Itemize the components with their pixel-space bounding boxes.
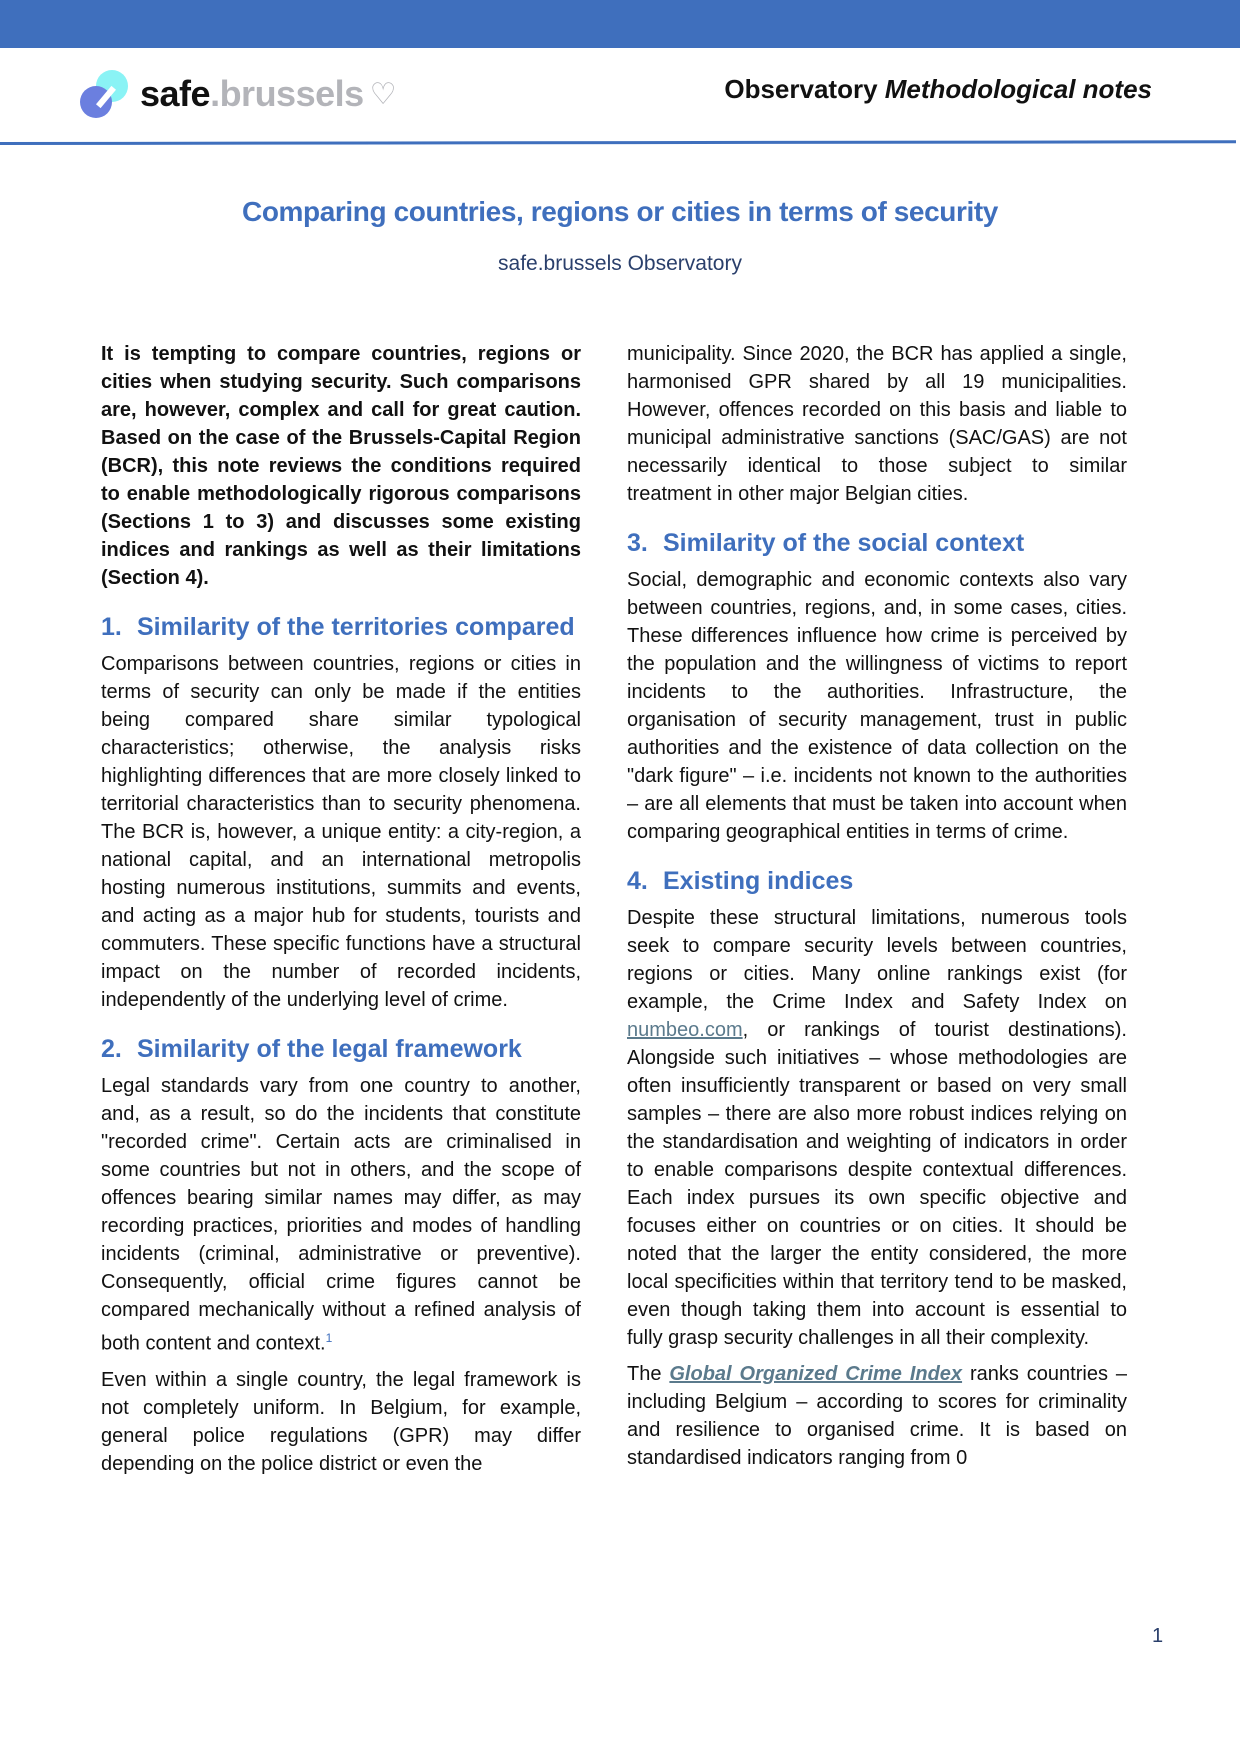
page-number: 1 [1152,1625,1164,1647]
right-column [627,340,1127,1480]
section-heading-4: 4. Existing indices [627,867,854,895]
left-column [101,340,581,1486]
header-divider [0,140,1236,145]
section-1-paragraph: Comparisons between countries, regions or cities in terms of security can only be made if the entities being compared share similar typological characteristics; otherwise, the analysis risks highlighting differences that are more closely linked to territorial characteristics than to security phenomena. The BCR is, however, a unique entity: a city-region, a national capital, and an international metropolis hosting numerous institutions, summits and events, and acting as a major hub for students, tourists and commuters. These specific functions have a structural impact on the number of recorded incidents, independently of the underlying level of crime. [101,653,581,1011]
lead-paragraph: It is tempting to compare countries, regions or cities when studying security. Such comparisons are, however, complex and call for great caution. Based on the case of the Brussels-Capital Region (BCR), this note reviews the conditions required to enable methodologically rigorous comparisons (Sections 1 to 3) and discusses some existing indices and rankings as well as their limitations (Section 4). [101,343,581,589]
footnote-ref[interactable]: 1 [325,1331,333,1345]
numbeo-link[interactable]: numbeo.com [627,1019,743,1041]
section-2-paragraph-3: municipality. Since 2020, the BCR has applied a single, harmonised GPR shared by all 19 municipalities. However, offences recorded on this basis and liable to municipal administrative sanctions (SAC/GAS) are not necessarily identical to those subject to similar treatment in other major Belgian cities. [627,343,1127,505]
section-4-paragraph-2: The Global Organized Crime Index ranks countries – including Belgium – according to scores for criminality and resilience to organised crime. It is based on standardised indicators ranging from 0 [627,1363,1127,1469]
logo-mark-icon [80,68,132,120]
logo-text: safe.brussels [140,73,364,114]
section-heading-1: 1. Similarity of the territories compared [101,613,575,641]
section-2-paragraph-2: Even within a single country, the legal framework is not completely uniform. In Belgium, for example, general police regulations (GPR) may differ depending on the police district or even the [101,1368,581,1475]
global-organized-crime-index-link[interactable]: Global Organized Crime Index [669,1363,963,1385]
section-heading-3: 3. Similarity of the social context [627,529,1025,557]
heart-icon: ♡ [369,77,397,111]
document-title: Comparing countries, regions or cities in terms of security [242,196,998,227]
section-heading-2: 2. Similarity of the legal framework [101,1035,522,1063]
document-subtitle: safe.brussels Observatory [498,252,742,275]
section-3-paragraph: Social, demographic and economic contexts also vary between countries, regions, and, in some cases, cities. These differences influence how crime is perceived by the population and the willingness of victims to report incidents to the authorities. Infrastructure, the organisation of security management, trust in public authorities and the existence of data collection on the "dark figure" – i.e. incidents not known to the authorities – are all elements that must be taken into account when comparing geographical entities in terms of crime. [627,569,1127,843]
header-band [0,0,1240,48]
section-4-paragraph-1: Despite these structural limitations, numerous tools seek to compare security levels between countries, regions or cities. Many online rankings exist (for example, the Crime Index and Safety Index on numbeo.com, or rankings of tourist destinations). Alongside such initiatives – whose methodologies are often insufficiently transparent or based on very small samples – there are also more robust indices relying on the standardisation and weighting of indicators in order to enable comparisons despite contextual differences. Each index pursues its own specific objective and focuses either on countries or on cities. It should be noted that the larger the entity considered, the more local specificities within that territory tend to be masked, even though taking them into account is essential to fully grasp security challenges in all their complexity. [627,907,1127,1349]
section-2-paragraph-1: Legal standards vary from one country to another, and, as a result, so do the incidents that constitute "recorded crime". Certain acts are criminalised in some countries but not in others, and the scope of offences bearing similar names may differ, as may recording practices, priorities and modes of handling incidents (criminal, administrative or preventive). Consequently, official crime figures cannot be compared mechanically without a refined analysis of both content and context.$^1$ [101,1075,581,1355]
publication-series: Observatory Methodological notes [724,74,1152,104]
safe-brussels-logo[interactable] [80,68,397,120]
